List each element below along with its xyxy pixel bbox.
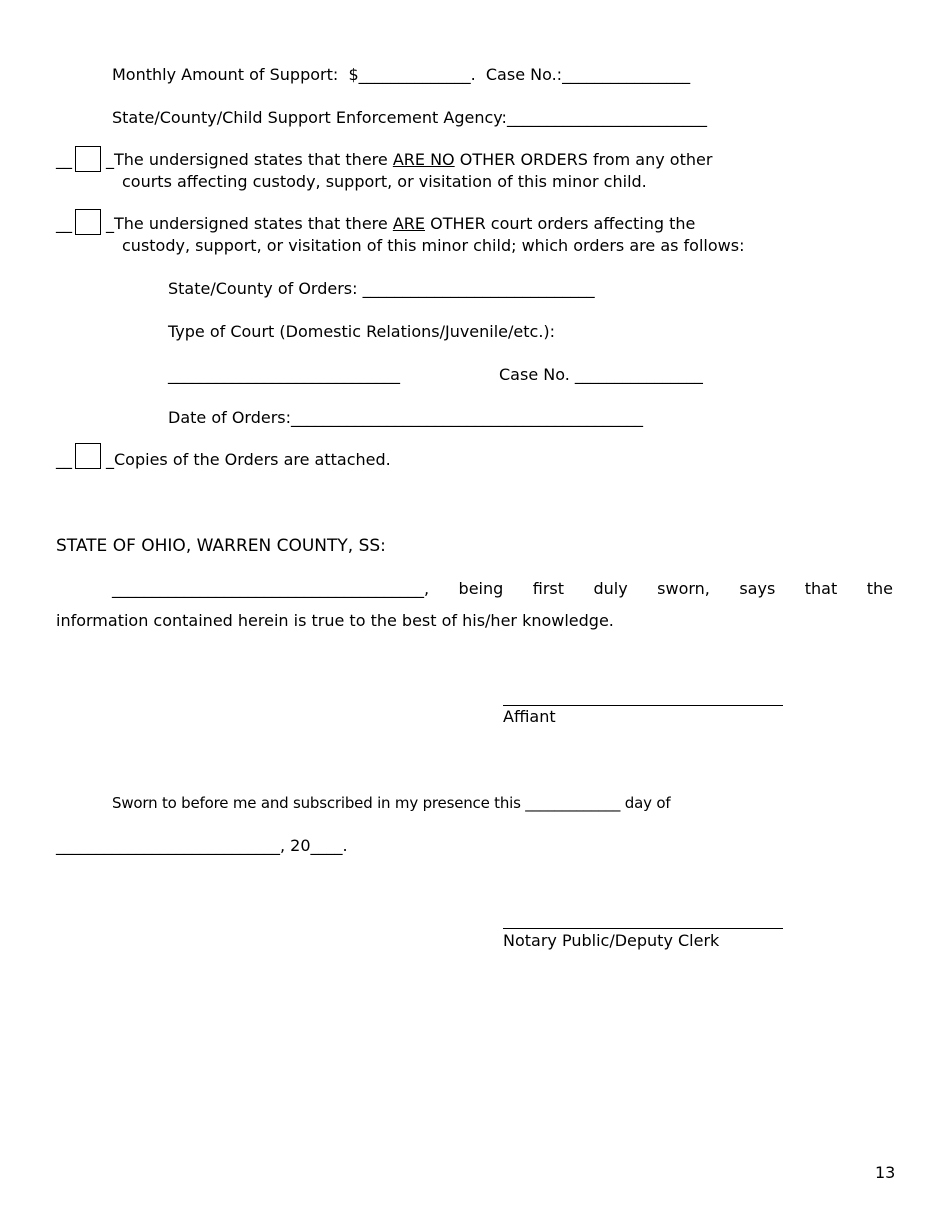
other-orders-checkbox[interactable] <box>75 209 101 235</box>
no-orders-text-after: OTHER ORDERS from any other <box>459 150 713 169</box>
other-orders-emphasis: ARE <box>392 214 425 233</box>
orders-type-of-court-label: Type of Court (Domestic Relations/Juvenile/etc.): <box>168 322 556 341</box>
monthly-support-field[interactable]: $______________. <box>348 65 476 84</box>
oath-word: duly <box>593 579 628 598</box>
no-orders-prefix: __ <box>56 150 72 169</box>
other-orders-line2: custody, support, or visitation of this minor child; which orders are as follows: <box>122 236 745 255</box>
oath-word: being <box>458 579 504 598</box>
other-orders-statement <box>106 214 695 234</box>
no-other-orders-checkbox[interactable] <box>75 146 101 172</box>
orders-date-field[interactable]: Date of Orders:____________________________________________ <box>168 408 644 427</box>
no-orders-text-before: The undersigned states that there <box>114 150 388 169</box>
oath-line2: information contained herein is true to the best of his/her knowledge. <box>56 611 614 630</box>
oath-word: sworn, <box>657 579 710 598</box>
other-orders-text-before: The undersigned states that there <box>114 214 388 233</box>
oath-line1 <box>112 579 893 599</box>
venue-heading: STATE OF OHIO, WARREN COUNTY, SS: <box>56 536 386 556</box>
copies-attached-checkbox[interactable] <box>75 443 101 469</box>
affiant-name-field[interactable]: _______________________________________, <box>112 579 430 598</box>
page-number: 13 <box>875 1163 896 1182</box>
notary-signature-line[interactable] <box>503 928 783 929</box>
jurat-line1: Sworn to before me and subscribed in my presence this _____________ day of <box>112 794 671 812</box>
jurat-date-field[interactable]: ____________________________, 20____. <box>56 836 348 855</box>
other-orders-text-after: OTHER court orders affecting the <box>430 214 696 233</box>
oath-word: says <box>739 579 776 598</box>
affiant-label: Affiant <box>503 707 556 726</box>
copies-prefix: __ <box>56 450 72 469</box>
notary-label: Notary Public/Deputy Clerk <box>503 931 720 950</box>
oath-word: that <box>804 579 838 598</box>
copies-suffix: _ <box>106 450 114 469</box>
monthly-support-row <box>112 65 690 85</box>
affiant-signature-line[interactable] <box>503 705 783 706</box>
oath-word: first <box>532 579 565 598</box>
orders-state-county-field[interactable]: State/County of Orders: _____________________________ <box>168 279 595 298</box>
monthly-support-label: Monthly Amount of Support: <box>112 65 339 84</box>
orders-case-number-field[interactable]: Case No. ________________ <box>499 365 703 384</box>
other-orders-prefix: __ <box>56 214 72 233</box>
copies-text: Copies of the Orders are attached. <box>114 450 391 469</box>
agency-field[interactable]: State/County/Child Support Enforcement Agency:_________________________ <box>112 108 707 127</box>
no-orders-emphasis: ARE NO <box>392 150 455 169</box>
case-number-field[interactable]: Case No.:________________ <box>485 65 691 84</box>
copies-attached-statement <box>106 450 391 470</box>
no-orders-line2: courts affecting custody, support, or visitation of this minor child. <box>122 172 647 191</box>
no-other-orders-statement <box>106 150 712 170</box>
orders-court-field[interactable]: _____________________________ <box>168 365 400 384</box>
oath-word: the <box>866 579 893 598</box>
no-orders-suffix: _ <box>106 150 114 169</box>
other-orders-suffix: _ <box>106 214 114 233</box>
